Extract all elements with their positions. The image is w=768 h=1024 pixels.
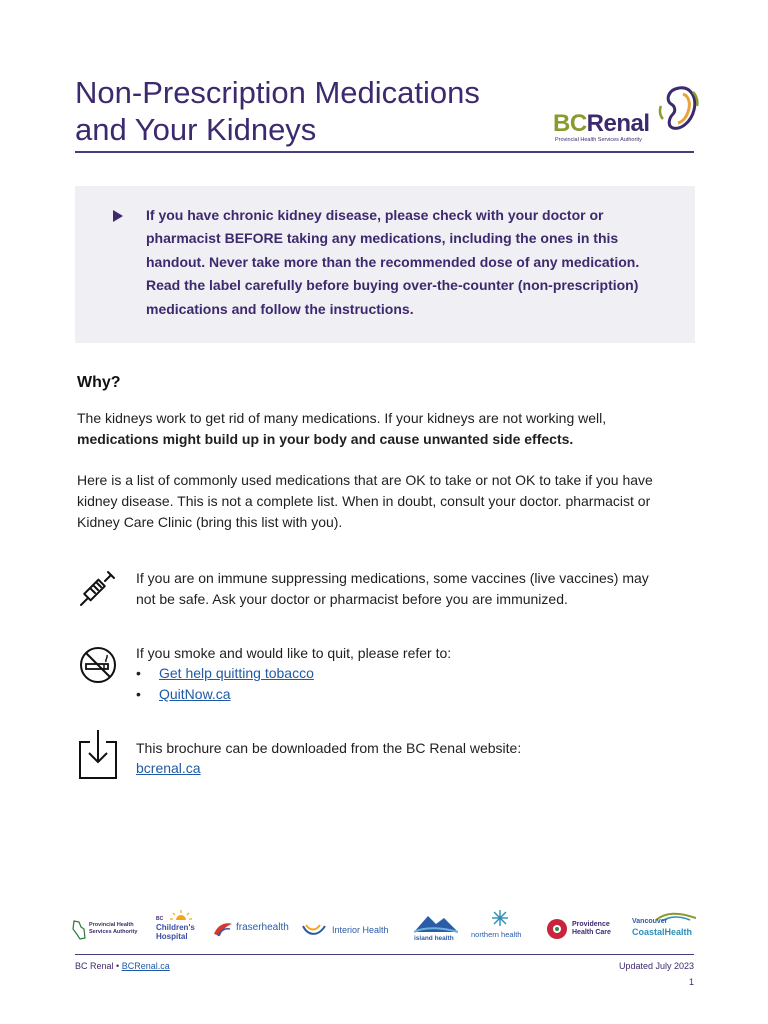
bc-renal-logo: [553, 84, 698, 146]
logo-subtitle: Provincial Health Services Authority: [555, 137, 642, 143]
list-item: [136, 684, 314, 705]
phsa-name: Provincial Health Services Authority: [89, 922, 138, 935]
providence-name: Providence Health Care: [572, 921, 611, 936]
fraser-leaf-icon: [212, 920, 234, 938]
footer-bcrenal-link[interactable]: BCRenal.ca: [121, 961, 170, 971]
interior-name: Interior Health: [332, 925, 389, 935]
download-icon: [78, 728, 118, 780]
logo-renal: Renal: [586, 110, 650, 137]
bcrenal-link[interactable]: bcrenal.ca: [136, 760, 201, 776]
kidney-logo-icon: [657, 84, 699, 134]
vch-name: CoastalHealth: [632, 927, 693, 937]
footer-updated: Updated July 2023: [618, 961, 694, 971]
download-note: This brochure can be downloaded from the BC Renal website:: [136, 740, 522, 756]
childrens-name: Children's Hospital: [156, 923, 195, 941]
title-line-1: Non-Prescription Medications: [75, 75, 480, 110]
interior-swoosh-icon: [302, 922, 326, 938]
why-paragraph-2: Here is a list of commonly used medications that are OK to take or not OK to take if you have kidney disease. This is not a complete list. When in doubt, consult your doctor. pharmacist or Kidney Care Clinic (bring this list with you).: [77, 472, 653, 530]
phsa-logo: [70, 908, 148, 948]
why-paragraph-1: [77, 408, 677, 450]
sun-icon: [170, 910, 192, 920]
quit-smoking-links: [136, 663, 314, 705]
fraser-name: fraserhealth: [236, 922, 289, 933]
northern-health-logo: [470, 908, 536, 948]
why-paragraph-1-bold: medications might build up in your body and cause unwanted side effects.: [77, 430, 574, 447]
smoking-note: If you smoke and would like to quit, please refer to:: [136, 645, 452, 661]
providence-logo: [546, 908, 626, 948]
vaccine-note: If you are on immune suppressing medications, some vaccines (live vaccines) may not be safe. Ask your doctor or pharmacist before you are immunized.: [136, 570, 649, 607]
page-number: 1: [688, 977, 694, 987]
island-mountain-icon: [414, 912, 458, 934]
providence-flower-icon: [546, 918, 568, 940]
bullet: •: [136, 665, 141, 681]
footer-org: [75, 961, 170, 971]
bc-map-icon: [72, 920, 86, 940]
logo-bc: BC: [553, 110, 587, 137]
vch-top: Vancouver: [632, 918, 668, 925]
footer-org-name: BC Renal •: [75, 961, 120, 971]
quitnow-link[interactable]: QuitNow.ca: [159, 685, 231, 702]
warning-callout: [75, 186, 695, 343]
get-help-quitting-link[interactable]: Get help quitting tobacco: [159, 665, 314, 681]
why-heading: Why?: [77, 374, 121, 391]
interior-health-logo: [302, 908, 404, 948]
island-health-logo: [412, 908, 460, 948]
syringe-icon: [78, 568, 118, 608]
fraser-health-logo: [212, 908, 292, 948]
bullet: •: [136, 685, 141, 702]
logo-wordmark: [553, 110, 650, 138]
header-divider: [75, 151, 694, 153]
page-title: [75, 74, 480, 148]
footer-divider: [75, 954, 694, 955]
list-item: [136, 663, 314, 684]
childrens-hospital-logo: [156, 908, 202, 948]
northern-name: northern health: [471, 930, 522, 939]
callout-text: If you have chronic kidney disease, please check with your doctor or pharmacist BEFORE taking any medications, including the ones in this handout. Never take more than the recommended dose of any medication. Read the label carefully before buying over-the-counter (non-prescription) medications and follow the instructions.: [146, 207, 640, 317]
title-line-2: and Your Kidneys: [75, 112, 317, 147]
why-paragraph-1-text: The kidneys work to get rid of many medications. If your kidneys are not working well,: [77, 410, 607, 426]
play-arrow-icon: [113, 210, 123, 222]
island-name: island health: [414, 935, 454, 942]
northern-star-icon: [492, 910, 508, 926]
childrens-bc: BC: [156, 916, 164, 922]
no-smoking-icon: [78, 645, 118, 685]
vch-logo: [632, 908, 698, 948]
partner-logos: [70, 908, 698, 948]
